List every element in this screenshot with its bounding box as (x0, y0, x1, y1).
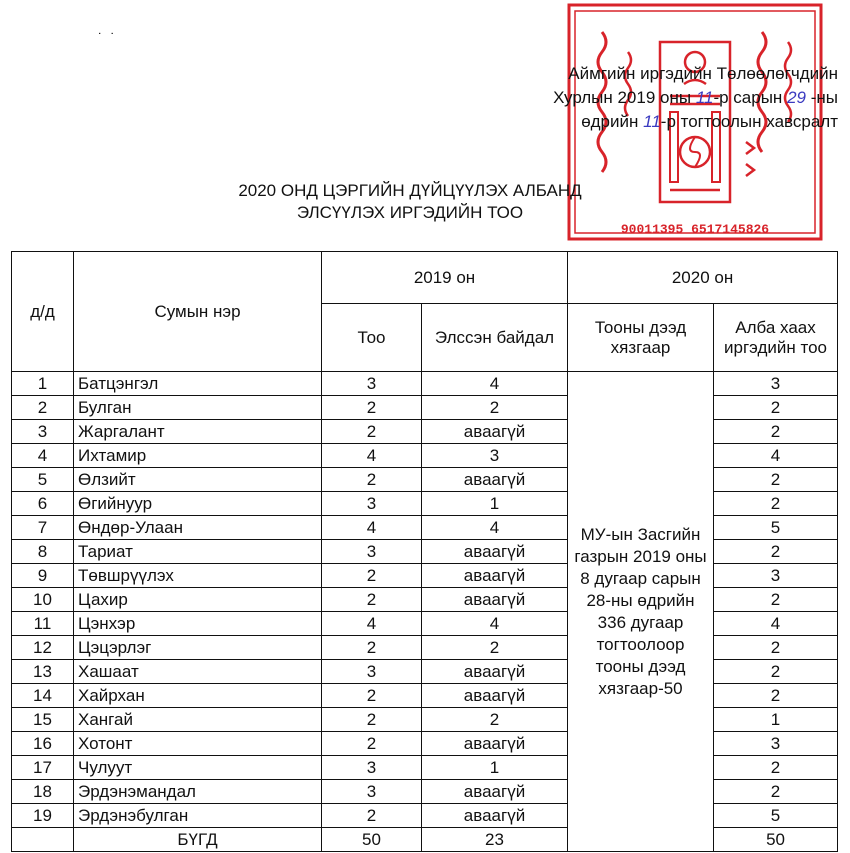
table-row (12, 612, 838, 636)
row-number: 14 (12, 684, 74, 708)
table-row (12, 756, 838, 780)
enlistment-status: аваагүй (422, 660, 568, 684)
enlistment-status: 4 (422, 372, 568, 396)
enlistment-status: аваагүй (422, 588, 568, 612)
attachment-line-2 (418, 86, 838, 110)
row-number: 2 (12, 396, 74, 420)
header-count: Тоо (322, 304, 422, 372)
service-count-2020: 2 (714, 588, 838, 612)
table-row (12, 780, 838, 804)
count-2019: 4 (322, 516, 422, 540)
scan-dots: ˙ ˙ (98, 30, 118, 46)
row-number: 16 (12, 732, 74, 756)
total-label: БҮГД (74, 828, 322, 852)
document-title (175, 180, 645, 224)
table-row (12, 588, 838, 612)
soum-name: Өлзийт (74, 468, 322, 492)
enlistment-status: аваагүй (422, 780, 568, 804)
table-row (12, 444, 838, 468)
count-2019: 2 (322, 420, 422, 444)
row-number: 17 (12, 756, 74, 780)
service-count-2020: 5 (714, 516, 838, 540)
soum-name: Өндөр-Улаан (74, 516, 322, 540)
row-number: 10 (12, 588, 74, 612)
count-2019: 2 (322, 588, 422, 612)
soum-name: Хотонт (74, 732, 322, 756)
enlistment-status: 2 (422, 396, 568, 420)
service-count-2020: 1 (714, 708, 838, 732)
service-count-2020: 4 (714, 444, 838, 468)
conscription-table (11, 251, 838, 852)
total-status: 23 (422, 828, 568, 852)
enlistment-status: 1 (422, 492, 568, 516)
soum-name: Цэнхэр (74, 612, 322, 636)
table-row (12, 684, 838, 708)
attachment-text: -ны (810, 88, 838, 107)
attachment-text: -р сарын (713, 88, 783, 107)
row-number: 5 (12, 468, 74, 492)
count-2019: 2 (322, 564, 422, 588)
count-2019: 3 (322, 492, 422, 516)
count-2019: 4 (322, 612, 422, 636)
row-number: 13 (12, 660, 74, 684)
row-number: 9 (12, 564, 74, 588)
table-row (12, 708, 838, 732)
limit-note: МУ-ын Засгийн газрын 2019 оны 8 дугаар сарын 28-ны өдрийн 336 дугаар тогтоолоор тооны дээд хязгаар-50 (568, 372, 714, 852)
enlistment-status: аваагүй (422, 732, 568, 756)
table-row (12, 516, 838, 540)
count-2019: 2 (322, 636, 422, 660)
soum-name: Цахир (74, 588, 322, 612)
service-count-2020: 2 (714, 636, 838, 660)
soum-name: Хангай (74, 708, 322, 732)
service-count-2020: 2 (714, 420, 838, 444)
table-row (12, 564, 838, 588)
soum-name: Хашаат (74, 660, 322, 684)
row-number: 8 (12, 540, 74, 564)
row-number: 7 (12, 516, 74, 540)
count-2019: 2 (322, 684, 422, 708)
count-2019: 2 (322, 732, 422, 756)
count-2019: 3 (322, 372, 422, 396)
handwritten-resolution-number: 11 (643, 112, 661, 131)
title-line-2: ЭЛСҮҮЛЭХ ИРГЭДИЙН ТОО (296, 203, 524, 222)
total-service-count: 50 (714, 828, 838, 852)
table-row (12, 660, 838, 684)
enlistment-status: аваагүй (422, 468, 568, 492)
row-number: 15 (12, 708, 74, 732)
row-number: 1 (12, 372, 74, 396)
service-count-2020: 3 (714, 372, 838, 396)
row-number: 6 (12, 492, 74, 516)
total-count-2019: 50 (322, 828, 422, 852)
soum-name: Эрдэнэбулган (74, 804, 322, 828)
enlistment-status: аваагүй (422, 684, 568, 708)
handwritten-day: 29 (787, 88, 806, 107)
count-2019: 3 (322, 756, 422, 780)
header-status: Элссэн байдал (422, 304, 568, 372)
table-row (12, 420, 838, 444)
seal-number: 90011395 6517145826 (620, 222, 770, 237)
count-2019: 2 (322, 708, 422, 732)
table-row (12, 468, 838, 492)
service-count-2020: 2 (714, 468, 838, 492)
count-2019: 2 (322, 396, 422, 420)
enlistment-status: аваагүй (422, 804, 568, 828)
count-2019: 2 (322, 468, 422, 492)
header-limit: Тооны дээд хязгаар (568, 304, 714, 372)
count-2019: 3 (322, 540, 422, 564)
service-count-2020: 5 (714, 804, 838, 828)
enlistment-status: 3 (422, 444, 568, 468)
attachment-text: Хурлын 2019 оны (553, 88, 692, 107)
header-year-2020: 2020 он (568, 252, 838, 304)
row-number: 18 (12, 780, 74, 804)
table-row (12, 372, 838, 396)
row-number: 3 (12, 420, 74, 444)
enlistment-status: 1 (422, 756, 568, 780)
enlistment-status: 4 (422, 516, 568, 540)
soum-name: Өгийнуур (74, 492, 322, 516)
table-row (12, 636, 838, 660)
title-line-1: 2020 ОНД ЦЭРГИЙН ДҮЙЦҮҮЛЭХ АЛБАНД (238, 181, 582, 200)
enlistment-status: аваагүй (422, 564, 568, 588)
row-number: 12 (12, 636, 74, 660)
count-2019: 3 (322, 780, 422, 804)
enlistment-status: аваагүй (422, 540, 568, 564)
table-row (12, 540, 838, 564)
service-count-2020: 2 (714, 492, 838, 516)
soum-name: Ихтамир (74, 444, 322, 468)
soum-name: Тариат (74, 540, 322, 564)
service-count-2020: 2 (714, 684, 838, 708)
enlistment-status: аваагүй (422, 420, 568, 444)
header-soum-name: Сумын нэр (74, 252, 322, 372)
attachment-reference (418, 62, 838, 134)
table-row (12, 492, 838, 516)
row-number: 4 (12, 444, 74, 468)
service-count-2020: 3 (714, 732, 838, 756)
header-service-count: Алба хаах иргэдийн тоо (714, 304, 838, 372)
total-row (12, 828, 838, 852)
table-row (12, 804, 838, 828)
handwritten-month: 11 (695, 88, 714, 107)
count-2019: 4 (322, 444, 422, 468)
soum-name: Жаргалант (74, 420, 322, 444)
count-2019: 2 (322, 804, 422, 828)
soum-name: Чулуут (74, 756, 322, 780)
total-number-empty (12, 828, 74, 852)
soum-name: Булган (74, 396, 322, 420)
attachment-text: өдрийн (581, 112, 639, 131)
soum-name: Хайрхан (74, 684, 322, 708)
row-number: 19 (12, 804, 74, 828)
table-row (12, 732, 838, 756)
table-row (12, 396, 838, 420)
enlistment-status: 4 (422, 612, 568, 636)
header-year-2019: 2019 он (322, 252, 568, 304)
attachment-line-1: Аймгийн иргэдийн Төлөөлөгчдийн (568, 64, 838, 83)
attachment-line-3 (418, 110, 838, 134)
service-count-2020: 2 (714, 660, 838, 684)
service-count-2020: 2 (714, 540, 838, 564)
service-count-2020: 2 (714, 396, 838, 420)
enlistment-status: 2 (422, 708, 568, 732)
service-count-2020: 4 (714, 612, 838, 636)
attachment-text: -р тогтоолын хавсралт (660, 112, 838, 131)
soum-name: Цэцэрлэг (74, 636, 322, 660)
header-number: д/д (12, 252, 74, 372)
soum-name: Батцэнгэл (74, 372, 322, 396)
service-count-2020: 2 (714, 756, 838, 780)
soum-name: Төвшрүүлэх (74, 564, 322, 588)
service-count-2020: 2 (714, 780, 838, 804)
enlistment-status: 2 (422, 636, 568, 660)
soum-name: Эрдэнэмандал (74, 780, 322, 804)
row-number: 11 (12, 612, 74, 636)
service-count-2020: 3 (714, 564, 838, 588)
count-2019: 3 (322, 660, 422, 684)
